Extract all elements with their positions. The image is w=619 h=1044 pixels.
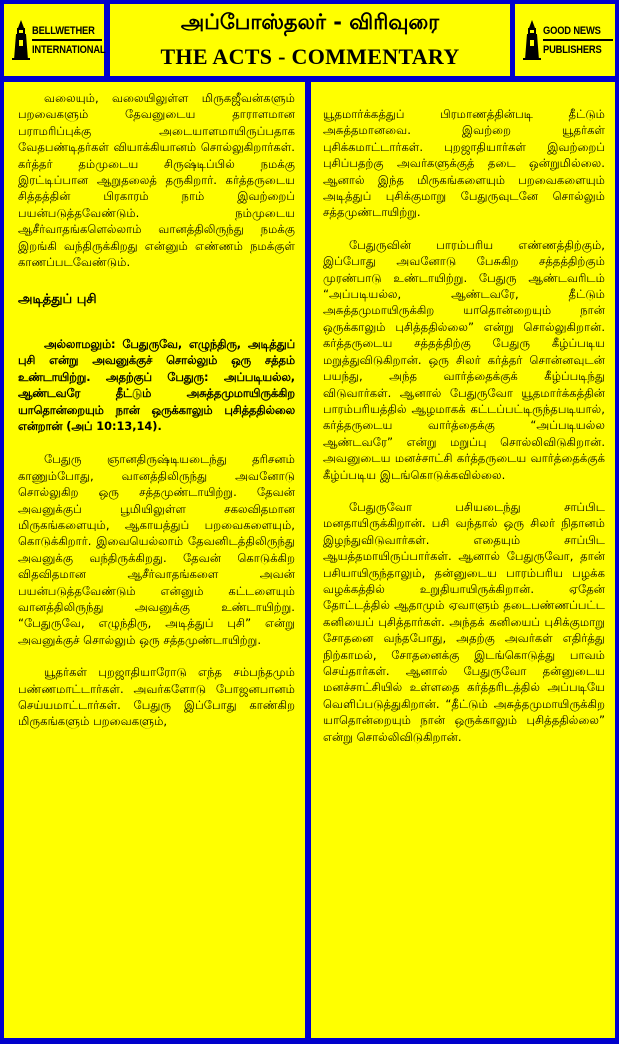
paragraph: பேதுருவின் பாரம்பரிய எண்ணத்திற்கும், இப்போது அவனோடு பேசுகிற சத்தத்திற்கும் முரண்பாடு உண்டாயிற்று. பேதுரு ஆண்டவரிடம் “அப்படியல்ல, ஆண்டவரே, தீட்டும் அசுத்தமுமாயிருக்கிற யாதொன்றையும் நான் ஒருக்காலும் புசித்ததில்லை” என்று சொல்லுகிறான். கர்த்தருடைய சத்தத்திற்கு பேதுரு கீழ்ப்படிய மறுத்துவிடுகிறான். ஒரு சிலர் கர்த்தர் சொன்னவுடன் பயந்து, அந்த வார்த்தைக்குக் கீழ்ப்படிந்து விடுவார்கள். ஆனால் பேதுருவோ யூதமார்க்கத்தின் பாரம்பரியத்தில் ஆழமாகக் கட்டப்பட்டிருந்தபடியால், கர்த்தருடைய வார்த்தைக்கு “அப்படியல்ல ஆண்டவரே” என்று மறுப்பு சொல்லிவிடுகிறான். அவனுடைய மனச்சாட்சி கர்த்தருடைய வார்த்தைக்குக் கீழ்ப்படிய இடங்கொடுக்கவில்லை. (323, 237, 605, 482)
bellwether-logo-text (32, 24, 105, 58)
left-logo-line1: BELLWETHER (32, 25, 95, 37)
scripture-verse: அல்லாமலும்: பேதுருவே, எழுந்திரு, அடித்துப் புசி என்று அவனுக்குச் சொல்லும் ஒரு சத்தம் உண்டாயிற்று. அதற்குப் பேதுரு: அப்படியல்ல, ஆண்டவரே தீட்டும் அசுத்தமுமாயிருக்கிற யாதொன்றையும் நான் ஒருக்காலும் புசித்ததில்லை என்றான் (அப் 10:13,14). (18, 337, 295, 433)
paragraph: யூதர்கள் புறஜாதியாரோடு எந்த சம்பந்தமும் பண்ணமாட்டார்கள். அவர்களோடு போஜனபானம் செய்யமாட்டார்கள். பேதுரு இப்போது காண்கிற மிருகங்களும் பறவைகளும், (18, 665, 295, 729)
right-logo-line2: PUBLISHERS (543, 44, 602, 56)
title-english: THE ACTS - COMMENTARY (160, 44, 460, 69)
bellwether-logo (10, 14, 106, 66)
paragraph: யூதமார்க்கத்துப் பிரமாணத்தின்படி தீட்டும் அசுத்தமானவை. இவற்றை யூதர்கள் புசிக்கமாட்டார்கள். புறஜாதியார்கள் இவற்றைப் புசிப்பதற்கு அவர்களுக்குத் தடை ஒன்றுமில்லை. ஆனால் இந்த மிருகங்களையும் பறவைகளையும் அடித்துப் புசிக்குமாறு பேதுருவுடனே சொல்லும் சத்தமுண்டாயிற்று. (323, 107, 605, 220)
left-logo-line2: INTERNATIONAL (32, 44, 106, 56)
bell-tower-icon (12, 20, 30, 60)
header-title-box (110, 4, 510, 76)
header-right-logo-box (515, 4, 615, 76)
header-left-logo-box (4, 4, 104, 76)
logo-divider (543, 39, 613, 41)
right-column (311, 82, 615, 1038)
paragraph: பேதுரு ஞானதிருஷ்டியடைந்து தரிசனம் காணும்போது, வானத்திலிருந்து அவனோடு சொல்லுகிற ஒரு சத்தமுண்டாயிற்று. தேவன் அவனுக்குப் பூமியிலுள்ள சகலவிதமான மிருகங்களையும், ஆகாயத்துப் பறவைகளையும், கொடுக்கிறார். இவையெல்லாம் தேவனிடத்திலிருந்து அவனுக்கு வந்திருக்கிறது. தேவன் கொடுக்கிற விதவிதமான ஆசீர்வாதங்களை அவன் பயன்படுத்தவேண்டும் என்னும் கட்டளையும் வானத்திலிருந்து அவனுக்கு உண்டாயிற்று. “பேதுருவே, எழுந்திரு, அடித்துப் புசி” என்று அவனுக்குச் சொல்லும் ஒரு சத்தமுண்டாயிற்று. (18, 452, 295, 647)
logo-divider (32, 39, 102, 41)
right-logo-line1: GOOD NEWS (543, 25, 601, 37)
left-column (4, 82, 305, 1038)
bell-tower-icon (523, 20, 541, 60)
section-heading: அடித்துப் புசி (18, 292, 97, 308)
title-tamil: அப்போஸ்தலர் - விரிவுரை (180, 10, 440, 34)
good-news-logo-text (543, 24, 602, 58)
paragraph: வலையும், வலையிலுள்ள மிருகஜீவன்களும் பறவைகளும் தேவனுடைய தாராளமான பராமரிப்புக்கு அடையாளமாயிருப்பதாக வேதபண்டிதர்கள் வியாக்கியானம் சொல்லுகிறார்கள். கர்த்தர் தம்முடைய சிருஷ்டிப்பில் நமக்கு இரட்டிப்பான ஆறுதலைத் தருகிறார். கர்த்தருடைய சித்தத்தின் பிரகாரம் நாம் இவற்றைப் பயன்படுத்தவேண்டும். நம்முடைய ஆசீர்வாதங்களெல்லாம் வானத்திலிருந்து நமக்கு இறங்கி வந்திருக்கிறது என்னும் எண்ணம் நமக்குள் காணப்படவேண்டும். (18, 91, 295, 270)
good-news-logo (521, 14, 609, 66)
paragraph: பேதுருவோ பசியடைந்து சாப்பிட மனதாயிருக்கிறான். பசி வந்தால் ஒரு சிலர் நிதானம் இழந்துவிடுவார்கள். எதையும் சாப்பிட ஆயத்தமாயிருப்பார்கள். ஆனால் பேதுருவோ, தான் பசியாயிருந்தாலும், தன்னுடைய பாரம்பரிய பழக்க வழக்கத்தில் உறுதியாயிருக்கிறான். ஏதேன் தோட்டத்தில் ஆதாமும் ஏவாளும் தடைபண்ணப்பட்ட கனியைப் புசித்தார்கள். அந்தக் கனியைப் புசிக்குமாறு சோதனை வந்தபோது, அதற்கு அவர்கள் எதிர்த்து நிற்காமல், சோதனைக்கு இடங்கொடுத்து பாவம் செய்தார்கள். ஆனால் பேதுருவோ தன்னுடைய மனச்சாட்சியில் உள்ளதை கர்த்தரிடத்தில் அப்படியே வெளிப்படுத்துகிறான். “தீட்டும் அசுத்தமுமாயிருக்கிற யாதொன்றையும் நான் ஒருக்காலும் புசித்ததில்லை” என்று சொல்லிவிடுகிறான். (323, 499, 605, 744)
